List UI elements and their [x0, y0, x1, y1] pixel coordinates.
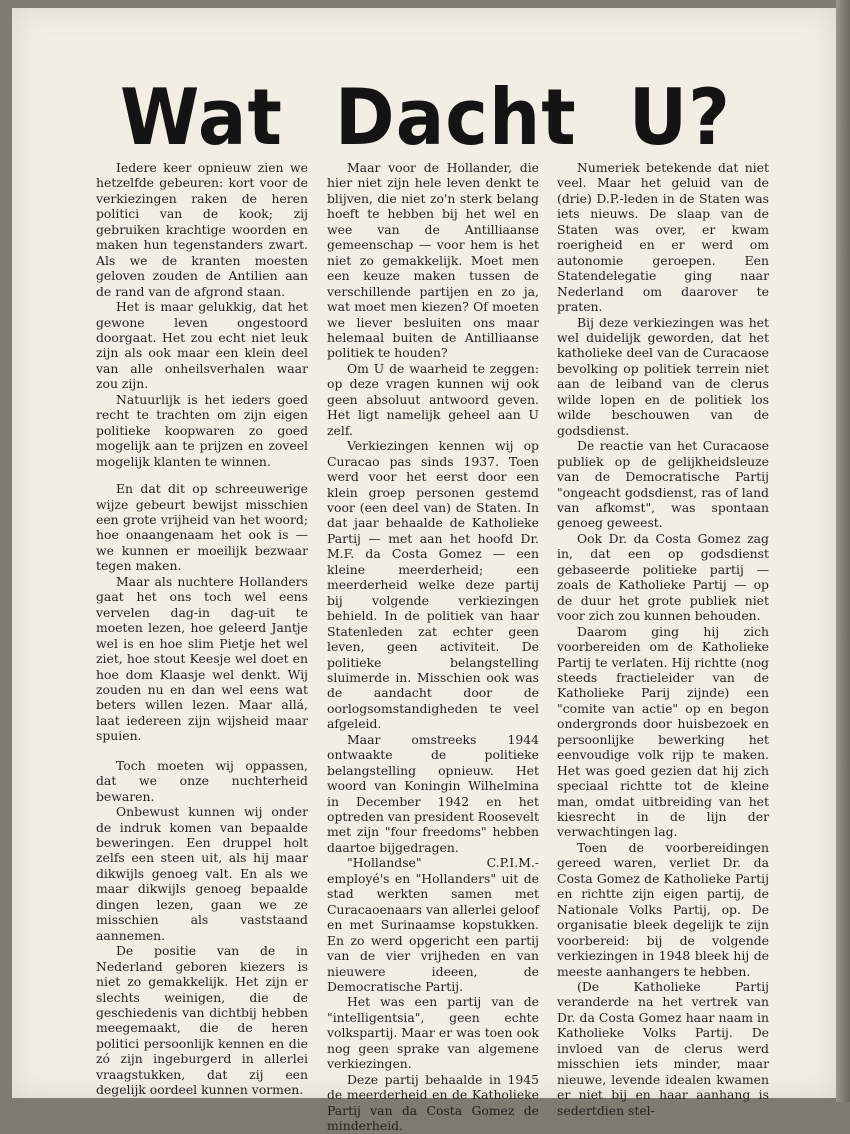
- paragraph: Bij deze verkiezingen was het wel duidelijk geworden, dat het katholieke deel van de Curacaose bevolking op politiek terrein niet aan de leiband van de clerus wilde lopen en de politiek los wilde beschouwen van de godsdienst.: [557, 314, 769, 438]
- paragraph: (De Katholieke Partij veranderde na het vertrek van Dr. da Costa Gomez haar naam in Katholieke Volks Partij. De invloed van de clerus werd misschien iets minder, maar nieuwe, levende idealen kwamen er niet bij en haar aanhang is sedertdien stel-: [557, 979, 769, 1118]
- paragraph: Deze partij behaalde in 1945 de meerderheid en de Katholieke Partij van da Costa Gomez de minderheid.: [327, 1071, 539, 1134]
- paragraph: En dat dit op schreeuwerige wijze gebeurt bewijst misschien een grote vrijheid van het woord; hoe onaangenaam het ook is — we kunnen er moeilijk bezwaar tegen maken.: [96, 481, 308, 574]
- article-title: Wat Dacht U?: [120, 71, 731, 163]
- paragraph: Maar voor de Hollander, die hier niet zijn hele leven denkt te blijven, die niet zo'n sterk belang hoeft te hebben bij het wel en wee van de Antilliaanse gemeenschap — voor hem is het niet zo gemakkelijk. Moet men een keuze maken tussen de verschillende partijen en zo ja, wat moet men kiezen? Of moeten we liever besluiten ons maar helemaal buiten de Antilliaanse politiek te houden?: [327, 160, 539, 361]
- paragraph: De reactie van het Curacaose publiek op de gelijkheidsleuze van de Democratische Partij "ongeacht godsdienst, ras of land van afkomst", was spontaan genoeg geweest.: [557, 438, 769, 531]
- paragraph: "Hollandse" C.P.I.M.-employé's en "Hollanders" uit de stad werkten samen met Curacaoenaars van allerlei geloof en met Surinaamse kopstukken. En zo werd opgericht een partij van de vier vrijheden en van nieuwere ideeen, de Democratische Partij.: [327, 855, 539, 995]
- paragraph: Maar als nuchtere Hollanders gaat het ons toch wel eens vervelen dag-in dag-uit te moeten lezen, hoe geleerd Jantje wel is en hoe slim Pietje het wel ziet, hoe stout Keesje wel doet en hoe dom Klaasje wel denkt. Wij zouden nu en dan wel eens wat beters willen lezen. Maar allá, laat iedereen zijn wijsheid maar spuien.: [96, 573, 308, 744]
- paragraph: Toch moeten wij oppassen, dat we onze nuchterheid bewaren.: [96, 757, 308, 804]
- text-column-3: [557, 160, 769, 1118]
- paragraph: Numeriek betekende dat niet veel. Maar het geluid van de (drie) D.P.-leden in de Staten was iets nieuws. De slaap van de Staten was over, er kwam roerigheid en er werd om autonomie geroepen. Een Statendelegatie ging naar Nederland om daarover te praten.: [557, 160, 769, 315]
- paragraph: Verkiezingen kennen wij op Curacao pas sinds 1937. Toen werd voor het eerst door een klein groep personen gestemd voor (een deel van) de Staten. In dat jaar behaalde de Katholieke Partij — met aan het hoofd Dr. M.F. da Costa Gomez — een kleine meerderheid; een meerderheid welke deze partij bij volgende verkiezingen behield. In de politiek van haar Statenleden zat echter geen leven, geen activiteit. De politieke belangstelling sluimerde in. Misschien ook was de aandacht door de oorlogsomstandigheden te veel afgeleid.: [327, 438, 539, 732]
- paragraph: Toen de voorbereidingen gereed waren, verliet Dr. da Costa Gomez de Katholieke Partij en richtte zijn eigen partij, de Nationale Volks Partij, op. De organisatie bleek degelijk te zijn voorbereid: bij de volgende verkiezingen in 1948 bleek hij de meeste aanhangers te hebben.: [557, 839, 769, 979]
- paragraph: Het is maar gelukkig, dat het gewone leven ongestoord doorgaat. Het zou echt niet leuk zijn als ook maar een klein deel van alle onheilsverhalen waar zou zijn.: [96, 299, 308, 392]
- text-column-2: [327, 160, 539, 1134]
- paragraph: Maar omstreeks 1944 ontwaakte de politieke belangstelling opnieuw. Het woord van Koningin Wilhelmina in December 1942 en het optreden van president Roosevelt met zijn "four freedoms" hebben daartoe bijgedragen.: [327, 731, 540, 855]
- paragraph: Om U de waarheid te zeggen: op deze vragen kunnen wij ook geen absoluut antwoord geven. Het ligt namelijk geheel aan U zelf.: [327, 360, 539, 438]
- paragraph: Onbewust kunnen wij onder de indruk komen van bepaalde beweringen. Een druppel holt zelfs een steen uit, als hij maar dikwijls genoeg valt. En als we maar dikwijls genoeg bepaalde dingen lezen, gaan we ze misschien als vaststaand aannemen.: [96, 804, 308, 943]
- paragraph: Het was een partij van de "intelligentsia", geen echte volkspartij. Maar er was toen ook nog geen sprake van algemene verkiezingen.: [327, 994, 539, 1072]
- paragraph: Iedere keer opnieuw zien we hetzelfde gebeuren: kort voor de verkiezingen raken de heren politici van de kook; zij gebruiken krachtige woorden en maken hun tegenstanders zwart. Als we de kranten moesten geloven zouden de Antilien aan de rand van de afgrond staan.: [96, 160, 308, 299]
- paragraph: Daarom ging hij zich voorbereiden om de Katholieke Partij te verlaten. Hij richtte (nog steeds fractieleider van de Katholieke Parij zijnde) een "comite van actie" op en begon ondergronds door huisbezoek en persoonlijke bewerking het eenvoudige volk rijp te maken. Het was goed gezien dat hij zich speciaal richtte tot de kleine man, omdat uitbreiding van het kiesrecht in de lijn der verwachtingen lag.: [557, 623, 769, 840]
- paragraph: De positie van de in Nederland geboren kiezers is niet zo gemakkelijk. Het zijn er slechts weinigen, die de geschiedenis van dichtbij hebben meegemaakt, die de heren politici persoonlijk kennen en die zó zijn ingeburgerd in allerlei vraagstukken, dat zij een degelijk oordeel kunnen vormen.: [96, 943, 308, 1098]
- paragraph: Natuurlijk is het ieders goed recht te trachten om zijn eigen politieke koopwaren zo goed mogelijk aan te prijzen en zoveel mogelijk klanten te winnen.: [96, 391, 308, 469]
- paragraph: Ook Dr. da Costa Gomez zag in, dat een op godsdienst gebaseerde politieke partij — zoals de Katholieke Partij — op de duur het grote publiek niet voor zich zou kunnen behouden.: [557, 530, 769, 624]
- scan-edge: [836, 0, 850, 1102]
- text-column-1: [96, 160, 308, 1098]
